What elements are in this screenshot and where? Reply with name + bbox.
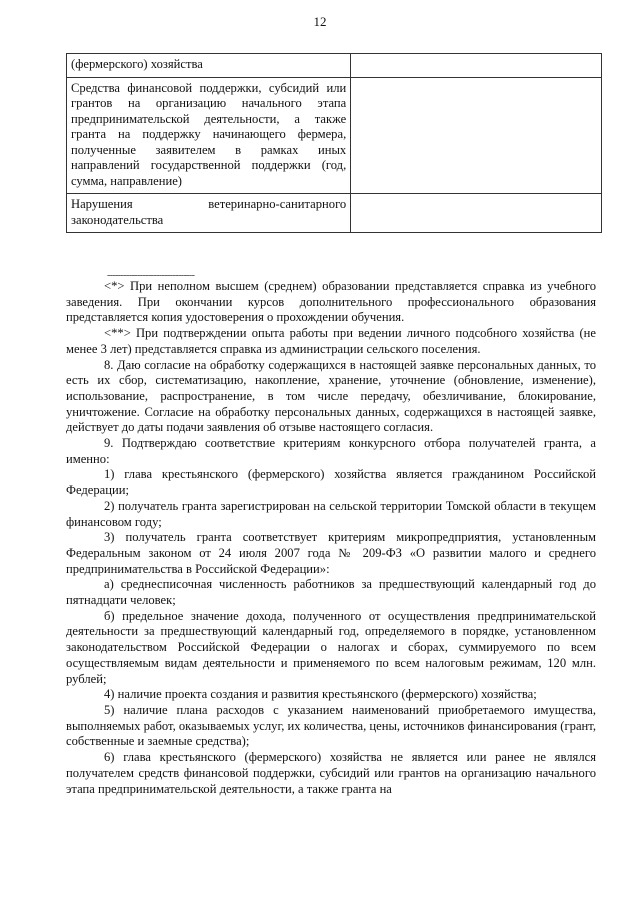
table-row-label: (фермерского) хозяйства: [67, 54, 351, 78]
table-row: [67, 54, 602, 78]
table-row-value: [351, 194, 602, 233]
criteria-item: 1) глава крестьянского (фермерского) хозяйства является гражданином Российской Федерации;: [66, 467, 596, 498]
table-row: [67, 77, 602, 194]
criteria-subitem: б) предельное значение дохода, полученного от осуществления предпринимательской деятельности за предшествующий календарный год, определяемого в порядке, установленном законодательством Российской Федерации о налогах и сборах, суммируемого по всем осуществляемым видам деятельности и применяемого по всем налоговым режимам, 120 млн. рублей;: [66, 608, 596, 686]
document-body: [66, 279, 596, 797]
criteria-item: 3) получатель гранта соответствует критериям микропредприятия, установленным Федеральным законом от 24 июля 2007 года № 209-ФЗ «О развитии малого и среднего предпринимательства в Российской Федерации»:: [66, 530, 596, 576]
table-row-label: Средства финансовой поддержки, субсидий или грантов на организацию начального этапа предпринимательской деятельности, а также гранта на поддержку начинающего фермера, полученные заявителем в рамках иных направлений государственной поддержки (год, сумма, направление): [67, 77, 351, 194]
footnote-experience: <**> При подтверждении опыта работы при ведении личного подсобного хозяйства (не менее 3 лет) представляется справка из администрации сельского поселения.: [66, 326, 596, 356]
criteria-item: 5) наличие плана расходов с указанием наименований приобретаемого имущества, выполняемых работ, оказываемых услуг, их количества, цены, источников финансирования (грант, собственные и заемные средства);: [66, 702, 596, 749]
criteria-item: 4) наличие проекта создания и развития крестьянского (фермерского) хозяйства;: [104, 687, 537, 702]
criteria-intro: 9. Подтверждаю соответствие критериям конкурсного отбора получателей гранта, а именно:: [66, 436, 596, 466]
criteria-subitem: а) среднесписочная численность работников за предшествующий календарный год до пятнадцати человек;: [66, 577, 596, 608]
consent-paragraph: 8. Даю согласие на обработку содержащихся в настоящей заявке персональных данных, то есть их сбор, систематизацию, накопление, хранение, уточнение (обновление, изменение), использование, распространение, в том числе передачу, обезличивание, блокирование, уничтожение. Согласие на обработку персональных данных, содержащихся в настоящей заявке, действует до даты подачи заявления об отзыве настоящего согласия.: [66, 357, 596, 435]
footnote-separator: --------------------------------: [107, 270, 195, 281]
table-row-value: [351, 54, 602, 78]
criteria-item: 2) получатель гранта зарегистрирован на сельской территории Томской области в текущем финансовом году;: [66, 498, 596, 529]
footnote-education: <*> При неполном высшем (среднем) образовании представляется справка из учебного заведения. При окончании курсов дополнительного профессионального образования представляется копия удостоверения о прохождении обучения.: [66, 279, 596, 325]
table-row-label: Нарушения ветеринарно-санитарного законодательства: [67, 194, 351, 233]
application-table: [66, 53, 602, 233]
criteria-item: 6) глава крестьянского (фермерского) хозяйства не является или ранее не являлся получателем средств финансовой поддержки, субсидий или грантов на организацию начального этапа предпринимательской деятельности, а также гранта на: [66, 750, 596, 796]
page-number: 12: [313, 14, 327, 29]
table-row: [67, 194, 602, 233]
table-row-value: [351, 77, 602, 194]
